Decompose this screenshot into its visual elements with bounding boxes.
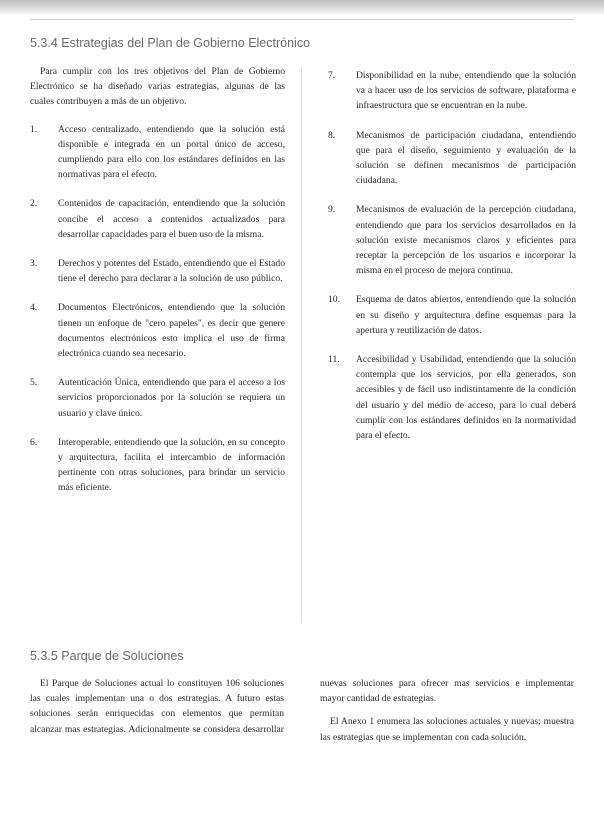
- item-number: 7.: [328, 70, 336, 81]
- item-text: Autenticación Única, entendiendo que para el acceso a los servicios proporcionados por la solución se requiera un usuario y clave único.: [58, 377, 285, 419]
- list-item: [328, 128, 576, 189]
- item-number: 4.: [30, 302, 38, 314]
- list-item: [328, 292, 576, 338]
- section-535-title: 5.3.5 Parque de Soluciones: [30, 649, 184, 663]
- item-text: Mecanismos de participación ciudadana, entendiendo que para el diseño, seguimiento y evaluación de la solución se definen mecanismos de participación ciudadana.: [356, 129, 576, 187]
- item-text: Derechos y potentes del Estado, entendiendo que el Estado tiene el derecho para declarar a la solución de uso público.: [58, 258, 285, 285]
- section-534-title: 5.3.4 Estrategias del Plan de Gobierno Electrónico: [30, 36, 311, 50]
- item-number: 11.: [328, 354, 340, 366]
- item-text: Contenidos de capacitación, entendiendo que la solución concibe el acceso a contenidos actualizados para desarrollar capacidades para el buen uso de la misma.: [58, 198, 285, 240]
- list-item: [328, 352, 576, 443]
- item-text: Acceso centralizado, entendiendo que la solución está disponible e integrada en un portal único de acceso, cumpliendo para ello con los estándares definidos en las normativas para el efecto.: [58, 123, 285, 181]
- item-number: 9.: [328, 204, 336, 216]
- item-number: 2.: [30, 198, 38, 210]
- item-text: Esquema de datos abiertos, entendiendo que la solución en su diseño y arquitectura define esquemas para la apertura y reutilización de datos.: [356, 294, 576, 336]
- list-item: [328, 68, 576, 114]
- section-534-left-column: [30, 64, 285, 624]
- list-item: [30, 435, 285, 496]
- list-item: [30, 122, 285, 183]
- section-534-intro: Para cumplir con los tres objetivos del Plan de Gobierno Electrónico se ha diseñado varias estrategias, algunas de las cuales contribuyen a más de un objetivo.: [30, 66, 285, 108]
- list-item: [30, 375, 285, 421]
- list-item: [30, 256, 285, 286]
- strategy-list-continued: [328, 68, 576, 443]
- list-item: [30, 196, 285, 242]
- column-divider: [301, 68, 302, 623]
- item-number: 8.: [328, 129, 336, 141]
- item-text: Interoperable, entendiendo que la solución, en su concepto y arquitectura, facilita el intercambio de información pertinente con otras soluciones, para brindar un servicio más eficiente.: [58, 436, 285, 494]
- item-number: 5.: [30, 377, 38, 389]
- list-item: [30, 300, 285, 361]
- section-535-body: [30, 676, 574, 796]
- section-534-right-column: [328, 68, 576, 628]
- page-top-shadow: [0, 0, 604, 14]
- item-number: 6.: [30, 436, 38, 448]
- list-item: [328, 202, 576, 278]
- item-text: Disponibilidad en la nube, entendiendo que la solución va a hacer uso de los servicios de software, plataforma e infraestructura que se encuentran en la nube.: [356, 70, 576, 112]
- item-text: Accesibilidad y Usabilidad, entendiendo que la solución contempla que los servicios, por ella generados, son accesibles y de fácil uso indistintamente de la condición del usuario y del medio de acceso, para lo cual deberá cumplir con los estándares definidos en la normatividad para el efecto.: [356, 354, 576, 442]
- header-rule: [30, 19, 574, 20]
- item-number: 3.: [30, 258, 38, 270]
- item-text: Mecanismos de evaluación de la percepción ciudadana, entendiendo que para los servicios desarrollados en la solución existe mecanismos claros y eficientes para receptar la percepción de los usuarios e incorporar la misma en el proceso de mejora continua.: [356, 204, 576, 277]
- section-535-paragraph-1: El Parque de Soluciones actual lo constituyen 106 soluciones las cuales implementan una o dos estrategias. A futuro estas soluciones serán enriquecidas con elementos que permitan alcanzar mas estrategias. Adicionalmente se considera desarrollar nuevas soluciones para ofrecer mas servicios e implementar mayor cantidad de estrategias.: [30, 678, 574, 735]
- item-number: 1.: [30, 123, 38, 135]
- item-number: 10.: [328, 294, 340, 306]
- section-535-columns: [30, 676, 574, 745]
- section-535-paragraph-2: El Anexo 1 enumera las soluciones actuales y nuevas; muestra las estrategias que se implementan con cada solución.: [320, 716, 574, 743]
- strategy-list: [30, 122, 285, 496]
- item-text: Documentos Electrónicos, entendiendo que la solución tienen un enfoque de "cero papeles", es decir que genere documentos electrónicos esto implica el uso de firma electrónica cuando sea necesario.: [58, 302, 285, 360]
